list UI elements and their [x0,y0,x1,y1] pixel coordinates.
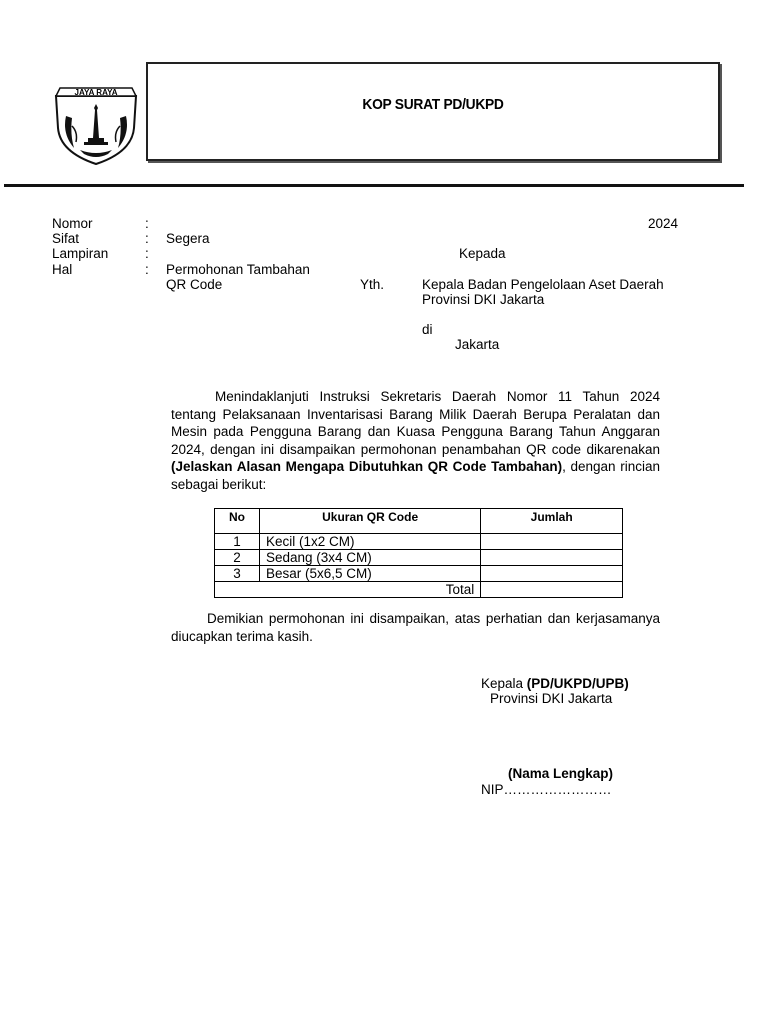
recipient-line2: Provinsi DKI Jakarta [422,292,545,307]
recipient-line1: Kepala Badan Pengelolaan Aset Daerah [422,277,664,292]
sifat-colon: : [145,231,149,246]
closing-paragraph: Demikian permohonan ini disampaikan, atas perhatian dan kerjasamanya diucapkan terima kasih. [171,611,660,644]
sifat-value: Segera [166,231,210,246]
signature-title [481,676,629,691]
table-row [215,550,623,566]
total-value [481,582,623,598]
hal-value-line2: QR Code [166,277,223,292]
row-size: Besar (5x6,5 CM) [259,566,480,582]
signature-nip: NIP…………………… [481,782,612,797]
hal-value-line1: Permohonan Tambahan [166,262,310,277]
body-paragraph-text: Menindaklanjuti Instruksi Sekretaris Daerah Nomor 11 Tahun 2024 tentang Pelaksanaan Inventarisasi Barang Milik Daerah Berupa Peralatan dan Mesin pada Pengguna Barang dan Kuasa Pengguna Barang Tahun Anggaran 2024, dengan ini disampaikan permohonan penambahan QR code dikarenakan [171,389,660,457]
table-header-size: Ukuran QR Code [259,509,480,534]
nomor-label: Nomor [52,216,93,231]
signature-title-prefix: Kepala [481,676,527,691]
row-size: Kecil (1x2 CM) [259,534,480,550]
letterhead-title: KOP SURAT PD/UKPD [362,96,504,113]
row-qty [481,550,623,566]
signature-title-unit: (PD/UKPD/UPB) [526,676,629,691]
table-header-qty: Jumlah [481,509,623,534]
row-size: Sedang (3x4 CM) [259,550,480,566]
hal-label: Hal [52,262,73,277]
total-label: Total [215,582,481,598]
hal-colon: : [145,262,149,277]
body-paragraph-reason: (Jelaskan Alasan Mengapa Dibutuhkan QR Code Tambahan) [171,459,563,475]
nomor-colon: : [145,216,149,231]
table-row [215,566,623,582]
table-header-row [215,509,623,534]
row-no: 3 [215,566,260,582]
recipient-di: di [422,322,433,337]
lampiran-colon: : [145,246,149,261]
row-no: 2 [215,550,260,566]
table-total-row [215,582,623,598]
sifat-label: Sifat [52,231,80,246]
qr-code-detail-table [214,508,623,598]
row-no: 1 [215,534,260,550]
signature-name: (Nama Lengkap) [508,766,614,781]
kepada-label: Kepada [459,246,506,261]
body-paragraph-tail: , dengan rincian sebagai berikut: [171,459,660,492]
letterhead-box [146,62,720,161]
letterhead-divider [4,184,744,187]
yth-label: Yth. [360,277,385,292]
letter-year: 2024 [648,216,679,231]
svg-text:JAYA RAYA: JAYA RAYA [74,88,118,97]
recipient-city: Jakarta [455,337,500,352]
signature-province: Provinsi DKI Jakarta [490,691,613,706]
row-qty [481,566,623,582]
lampiran-label: Lampiran [52,246,109,261]
row-qty [481,534,623,550]
jakarta-coat-of-arms-logo [52,86,140,166]
table-row [215,534,623,550]
table-header-no: No [215,509,260,534]
body-paragraph [171,388,660,494]
